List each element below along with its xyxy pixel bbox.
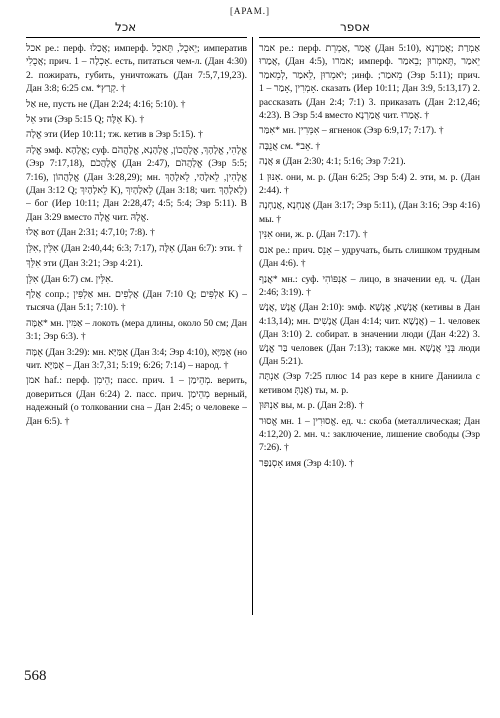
dictionary-entry: אָסְנַפַּר имя (Эзр 4:10). † (259, 457, 354, 469)
dictionary-entry: אכל pe.: перф. אֲכַלוּ; имперф. יֵאכֻל, תֵּאכֻל; императив אֲכֻלִי; прич. אָכְלָה – 1. есть, питаться чем-л. (Дан 4:30) 2. пожирать, губить, уничтожать (Дан 7:5,7,19,23). Дан 3:8; 6:25 см. *קְרַץ. † (26, 43, 247, 95)
dictionary-entry: אִלֵּךְ эти (Дан 3:21; Эзр 4:21). (26, 258, 143, 270)
column-title-left: אכל (115, 20, 137, 34)
dictionary-entry: אמן haf.: перф. הֵימִן; пасс. прич. מְהֵימַן – 1. верить, довериться (Дан 6:24) 2. пасс. прич. מְהֵימַן верный, надежный (о толковании сна – Дан 2:45; о человеке – Дан 6:5). † (26, 375, 247, 427)
dictionary-entry: אֲנֻבָּה см. *אֵב. † (259, 140, 321, 152)
dictionary-entry: אֲלַף сопр.; אַלְפִּין мн. אֲלָפִים (Дан 7:10 Q; אַלְפִּים K) – тысяча (Дан 5:1; 7:10). † (26, 288, 247, 314)
dictionary-entry: אִנּוּן 1. они, м. р. (Дан 6:25; Эзр 5:4) 2. эти, м. р. (Дан 2:44). † (259, 171, 480, 197)
column-title-right: אספר (340, 20, 371, 34)
dictionary-entry: אַל не, пусть не (Дан 2:24; 4:16; 5:10). † (26, 98, 186, 110)
dictionary-entry: אֵל эти (Эзр 5:15 Q; אֵלֶּה K). † (26, 114, 145, 126)
dictionary-entry: אֱנָשׁ ,אֲנָשׁ (Дан 2:10): эмф. אֲנָשָׁא, אֱנָשָׁא (кетивы в Дан 4:13,14); мн. אֲנָשִׁים (Дан 4:14; чит. אֲנָשָׁא) – 1. человек (Дан 3:10) 2. собират. в значении люди (Дан 4:22) 3. בַּר אֱנָשׁ человек (Дан 7:13); также мн. בְּנֵי אֲנָשָׁא люди (Дан 5:21). (259, 302, 480, 367)
header-rule-left (26, 37, 247, 38)
dictionary-entry: אִמַּר* мн. אִמְּרִין – ягненок (Эзр 6:9,17; 7:17). † (259, 125, 444, 137)
dictionary-entry: אַנְתּוּן вы, м. р. (Дан 2:8). † (259, 400, 364, 412)
dictionary-entry: אַנְתָּה (Эзр 7:25 плюс 14 раз кере в книге Даниила с кетивом אַנְתְּ) ты, м. р. (259, 371, 480, 396)
dictionary-entry: אֲנַף* мн.: суф. אַנְפּוֹהִי – лицо, в значении ед. ч. (Дан 2:46; 3:19). † (259, 273, 480, 298)
dictionary-entry: אִלֵּין ,אִלֵּן (Дан 2:40,44; 6:3; 7:17), אֵלֶּה (Дан 6:7): эти. † (26, 242, 243, 254)
dictionary-entry: אמר pe.: перф. אֲמַר ,אַמְרֵת (Дан 5:10), אַמְרַת ;אֲמַרְנָא ,אֲמַרוּ (Дан 4:5), אמרו; имперф. יֵאמַר ,תֵּאמְרוּן ;בֵאמַר ;יֹאמְרוּן ,לֵאמַר ,לְמֵאמַר ;инф. ;מֵאמַר (Эзр 5:11); прич. אָמְרִין ,אָמַר – 1. сказать (Иер 10:11; Дан 3:9, 5:13,17) 2. рассказать (Дан 2:4; 7:1) 3. приказать (Дан 2:12,46; 4:23). В Эзр 5:4 вместо אֲמַרְנָא чит. אֲמַרוּ. † (259, 43, 480, 122)
dictionary-entry: אִלֵּן (Дан 6:7) см. אִלֵּין. (26, 273, 114, 285)
left-column (26, 42, 247, 632)
column-divider (252, 37, 253, 615)
dictionary-entry: אֲנַחְנָא ,אֲנַחְנָה (Дан 3:17; Эзр 5:11), (Дан 3:16; Эзр 4:16) мы. † (259, 200, 480, 225)
right-column (259, 42, 480, 632)
dictionary-entry: אַמָּה* мн. אַמִּין – локоть (мера длины, около 50 см; Дан 3:1; Эзр 6:3). † (26, 317, 247, 343)
dictionary-entry: אֲלוּ вот (Дан 2:31; 4:7,10; 7:8). † (26, 227, 155, 239)
dictionary-entry: אֻמָּה (Дан 3:29): мн. אֻמַּיָּא (Дан 3:4; Эзр 4:10), אֻמַּיָּא (но чит. אֻמַּיָּא – Дан 3:7,31; 5:19; 6:26; 7:14) – народ. † (26, 346, 247, 371)
dictionary-entry: אֱלָה эти (Иер 10:11; тж. кетив в Эзр 5:15). † (26, 129, 203, 141)
dictionary-entry: אנס pe.: прич. אָנֵס – удручать, быть слишком трудным (Дан 4:6). † (259, 244, 480, 270)
page-number: 568 (24, 668, 47, 684)
dictionary-entry: אֱלָהּ эмф. אֱלָהָא; суф. אֱלָהִי, אֱלָהָךְ, אֱלָהֲכוֹן, אֱלָהָנָא, אֱלָהֲהֹם (Эзр 7:17,18), אֱלָהֲכֹם (Дан 2:47), אֱלָהֲהֹם (Эзр 5:5; 7:16), אֱלָהֲהוֹן (Дан 3:28,29); мн. אֱלָהִין, לֵאלָהַי, לֵאלָהָךְ (Дан 3:12 Q; לֵאלָהָיִךְ K), לֵאלָהָיִךְ (Дан 3:18; чит. לֵאלָהָךְ) – бог (Иер 10:11; Дан 2:28,47; 4:5; 5:4; Эзр 5:11). В Дан 3:29 вместо אֱלָה чит. אֱלָהּ. (26, 144, 247, 223)
header-rule-right (259, 37, 480, 38)
dictionary-entry: אֱסוּר мн. אֱסוּרִין – 1. ед. ч.: скоба (металлическая; Дан 4:12,20) 2. мн. ч.: заключение, лишение свободы (Эзр 7:26). † (259, 415, 480, 454)
running-head: [АРАМ.] (229, 6, 271, 16)
dictionary-entry: אִנִּין они, ж. р. (Дан 7:17). † (259, 229, 368, 241)
dictionary-entry: אֲנָה я (Дан 2:30; 4:1; 5:16; Эзр 7:21). (259, 156, 406, 168)
